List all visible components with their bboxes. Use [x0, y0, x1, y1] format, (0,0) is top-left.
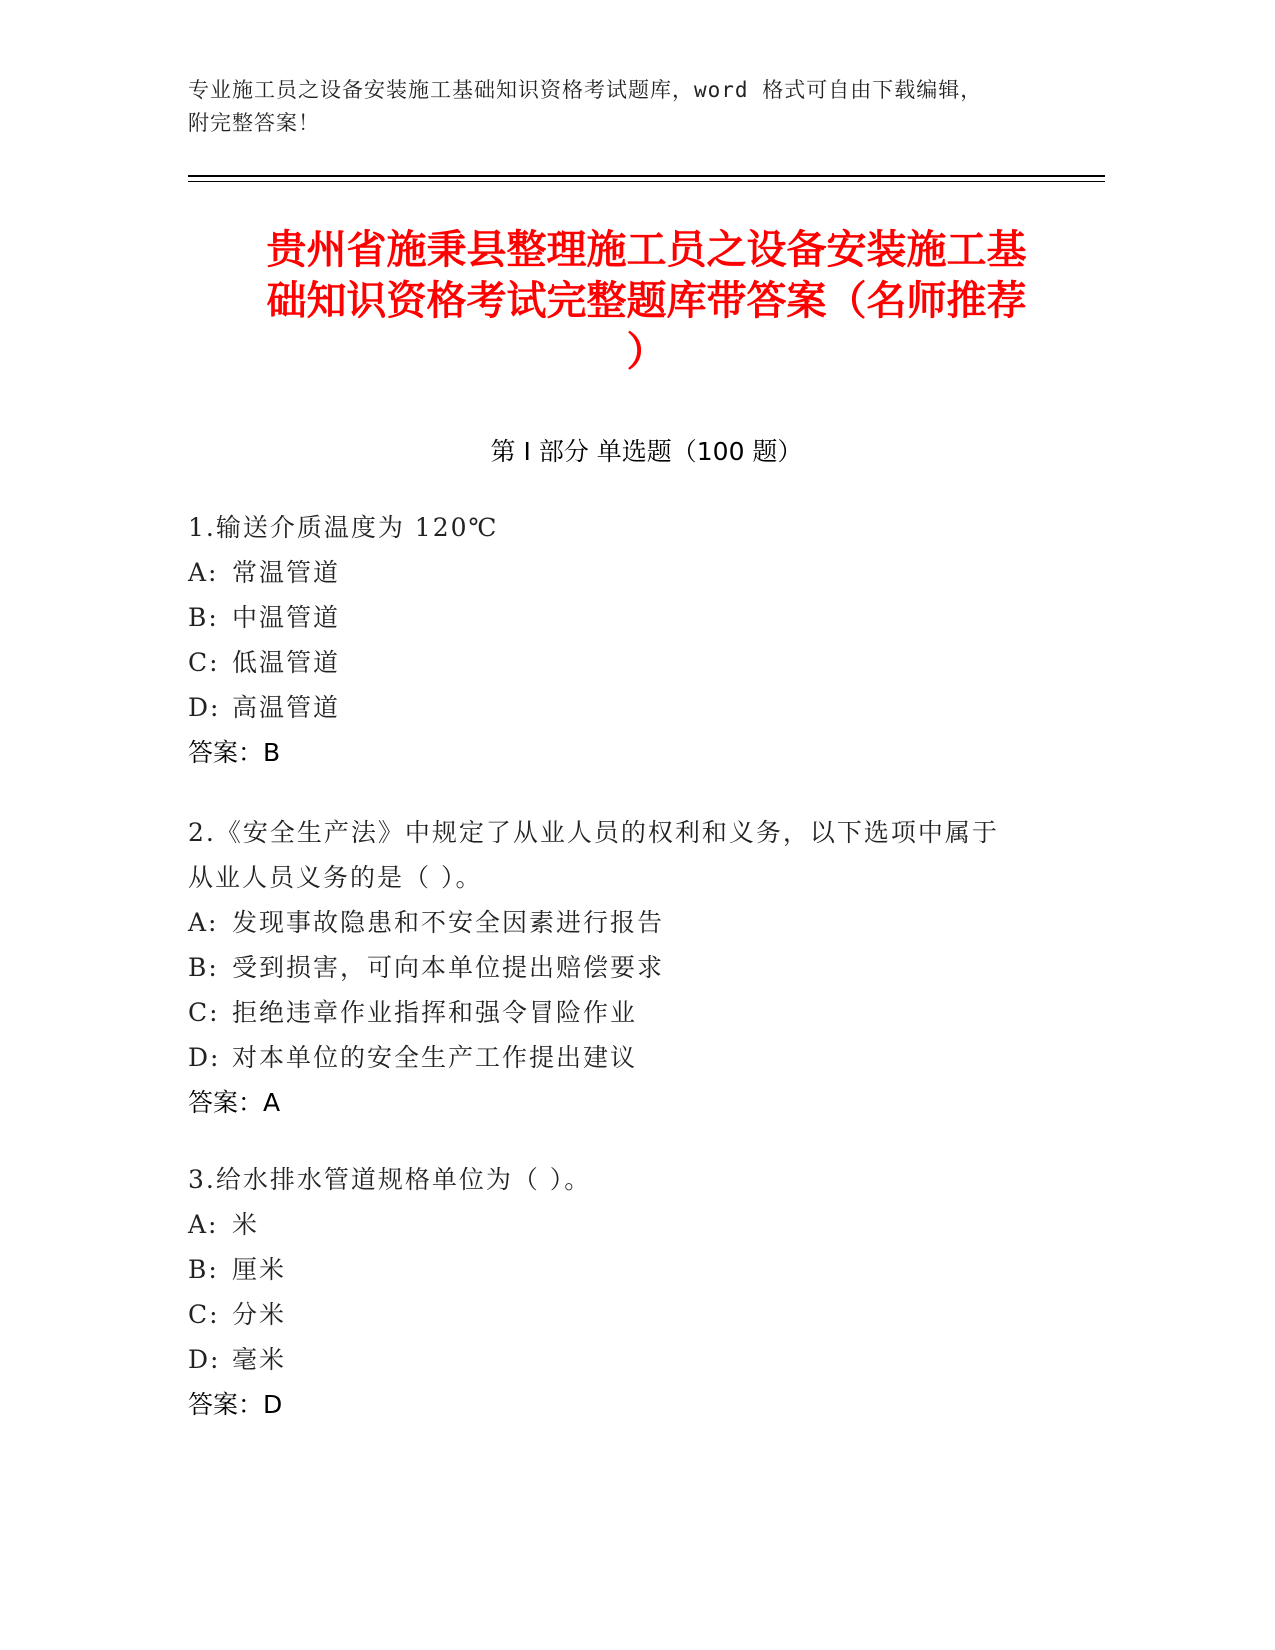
option-text: 低温管道 [232, 648, 341, 677]
option-d [188, 1035, 1088, 1080]
question-3 [188, 1157, 1088, 1427]
question-2 [188, 810, 1088, 1125]
option-letter: B: [188, 953, 219, 982]
option-letter: B: [188, 1255, 219, 1284]
option-b [188, 1247, 1088, 1292]
header-note-line2: 附完整答案！ [188, 111, 320, 135]
option-letter: C: [188, 998, 220, 1027]
option-text: 受到损害，可向本单位提出赔偿要求 [232, 953, 665, 982]
header-rule-thick [188, 175, 1105, 177]
option-letter: A: [188, 558, 219, 587]
document-title-line3: ） [626, 329, 667, 375]
option-text: 对本单位的安全生产工作提出建议 [232, 1043, 638, 1072]
question-stem-line2: 从业人员义务的是（ ）。 [188, 863, 483, 892]
option-letter: A: [188, 908, 219, 937]
option-letter: D: [188, 1043, 221, 1072]
option-text: 拒绝违章作业指挥和强令冒险作业 [232, 998, 638, 1027]
header-note-line1: 专业施工员之设备安装施工基础知识资格考试题库，word 格式可自由下载编辑， [188, 78, 983, 102]
option-c [188, 640, 1088, 685]
option-text: 厘米 [232, 1255, 287, 1284]
option-text: 高温管道 [232, 693, 341, 722]
option-letter: C: [188, 1300, 220, 1329]
option-letter: D: [188, 693, 221, 722]
option-a [188, 900, 1088, 945]
option-c [188, 1292, 1088, 1337]
option-c [188, 990, 1088, 1035]
option-b [188, 945, 1088, 990]
option-text: 常温管道 [232, 558, 341, 587]
header-rule-thin [188, 181, 1105, 182]
question-1 [188, 505, 1088, 775]
answer-line: 答案：A [188, 1088, 281, 1117]
answer-line: 答案：D [188, 1390, 283, 1419]
question-stem: 1.输送介质温度为 120℃ [188, 513, 499, 542]
option-d [188, 685, 1088, 730]
option-text: 分米 [232, 1300, 287, 1329]
option-d [188, 1337, 1088, 1382]
document-title-line1: 贵州省施秉县整理施工员之设备安装施工基 [266, 227, 1027, 273]
question-stem-line1: 2.《安全生产法》中规定了从业人员的权利和义务，以下选项中属于 [188, 818, 999, 847]
question-stem: 3.给水排水管道规格单位为（ ）。 [188, 1165, 592, 1194]
document-title-line2: 础知识资格考试完整题库带答案（名师推荐 [266, 278, 1027, 324]
option-text: 毫米 [232, 1345, 287, 1374]
option-b [188, 595, 1088, 640]
option-text: 米 [232, 1210, 260, 1239]
header-note [188, 74, 1088, 140]
option-letter: C: [188, 648, 220, 677]
option-letter: D: [188, 1345, 221, 1374]
option-a [188, 1202, 1088, 1247]
option-letter: B: [188, 603, 219, 632]
answer-line: 答案：B [188, 738, 281, 767]
option-a [188, 550, 1088, 595]
section-title: 第 I 部分 单选题（100 题） [490, 437, 803, 466]
document-title [188, 225, 1105, 378]
option-text: 中温管道 [232, 603, 341, 632]
option-text: 发现事故隐患和不安全因素进行报告 [232, 908, 665, 937]
option-letter: A: [188, 1210, 219, 1239]
